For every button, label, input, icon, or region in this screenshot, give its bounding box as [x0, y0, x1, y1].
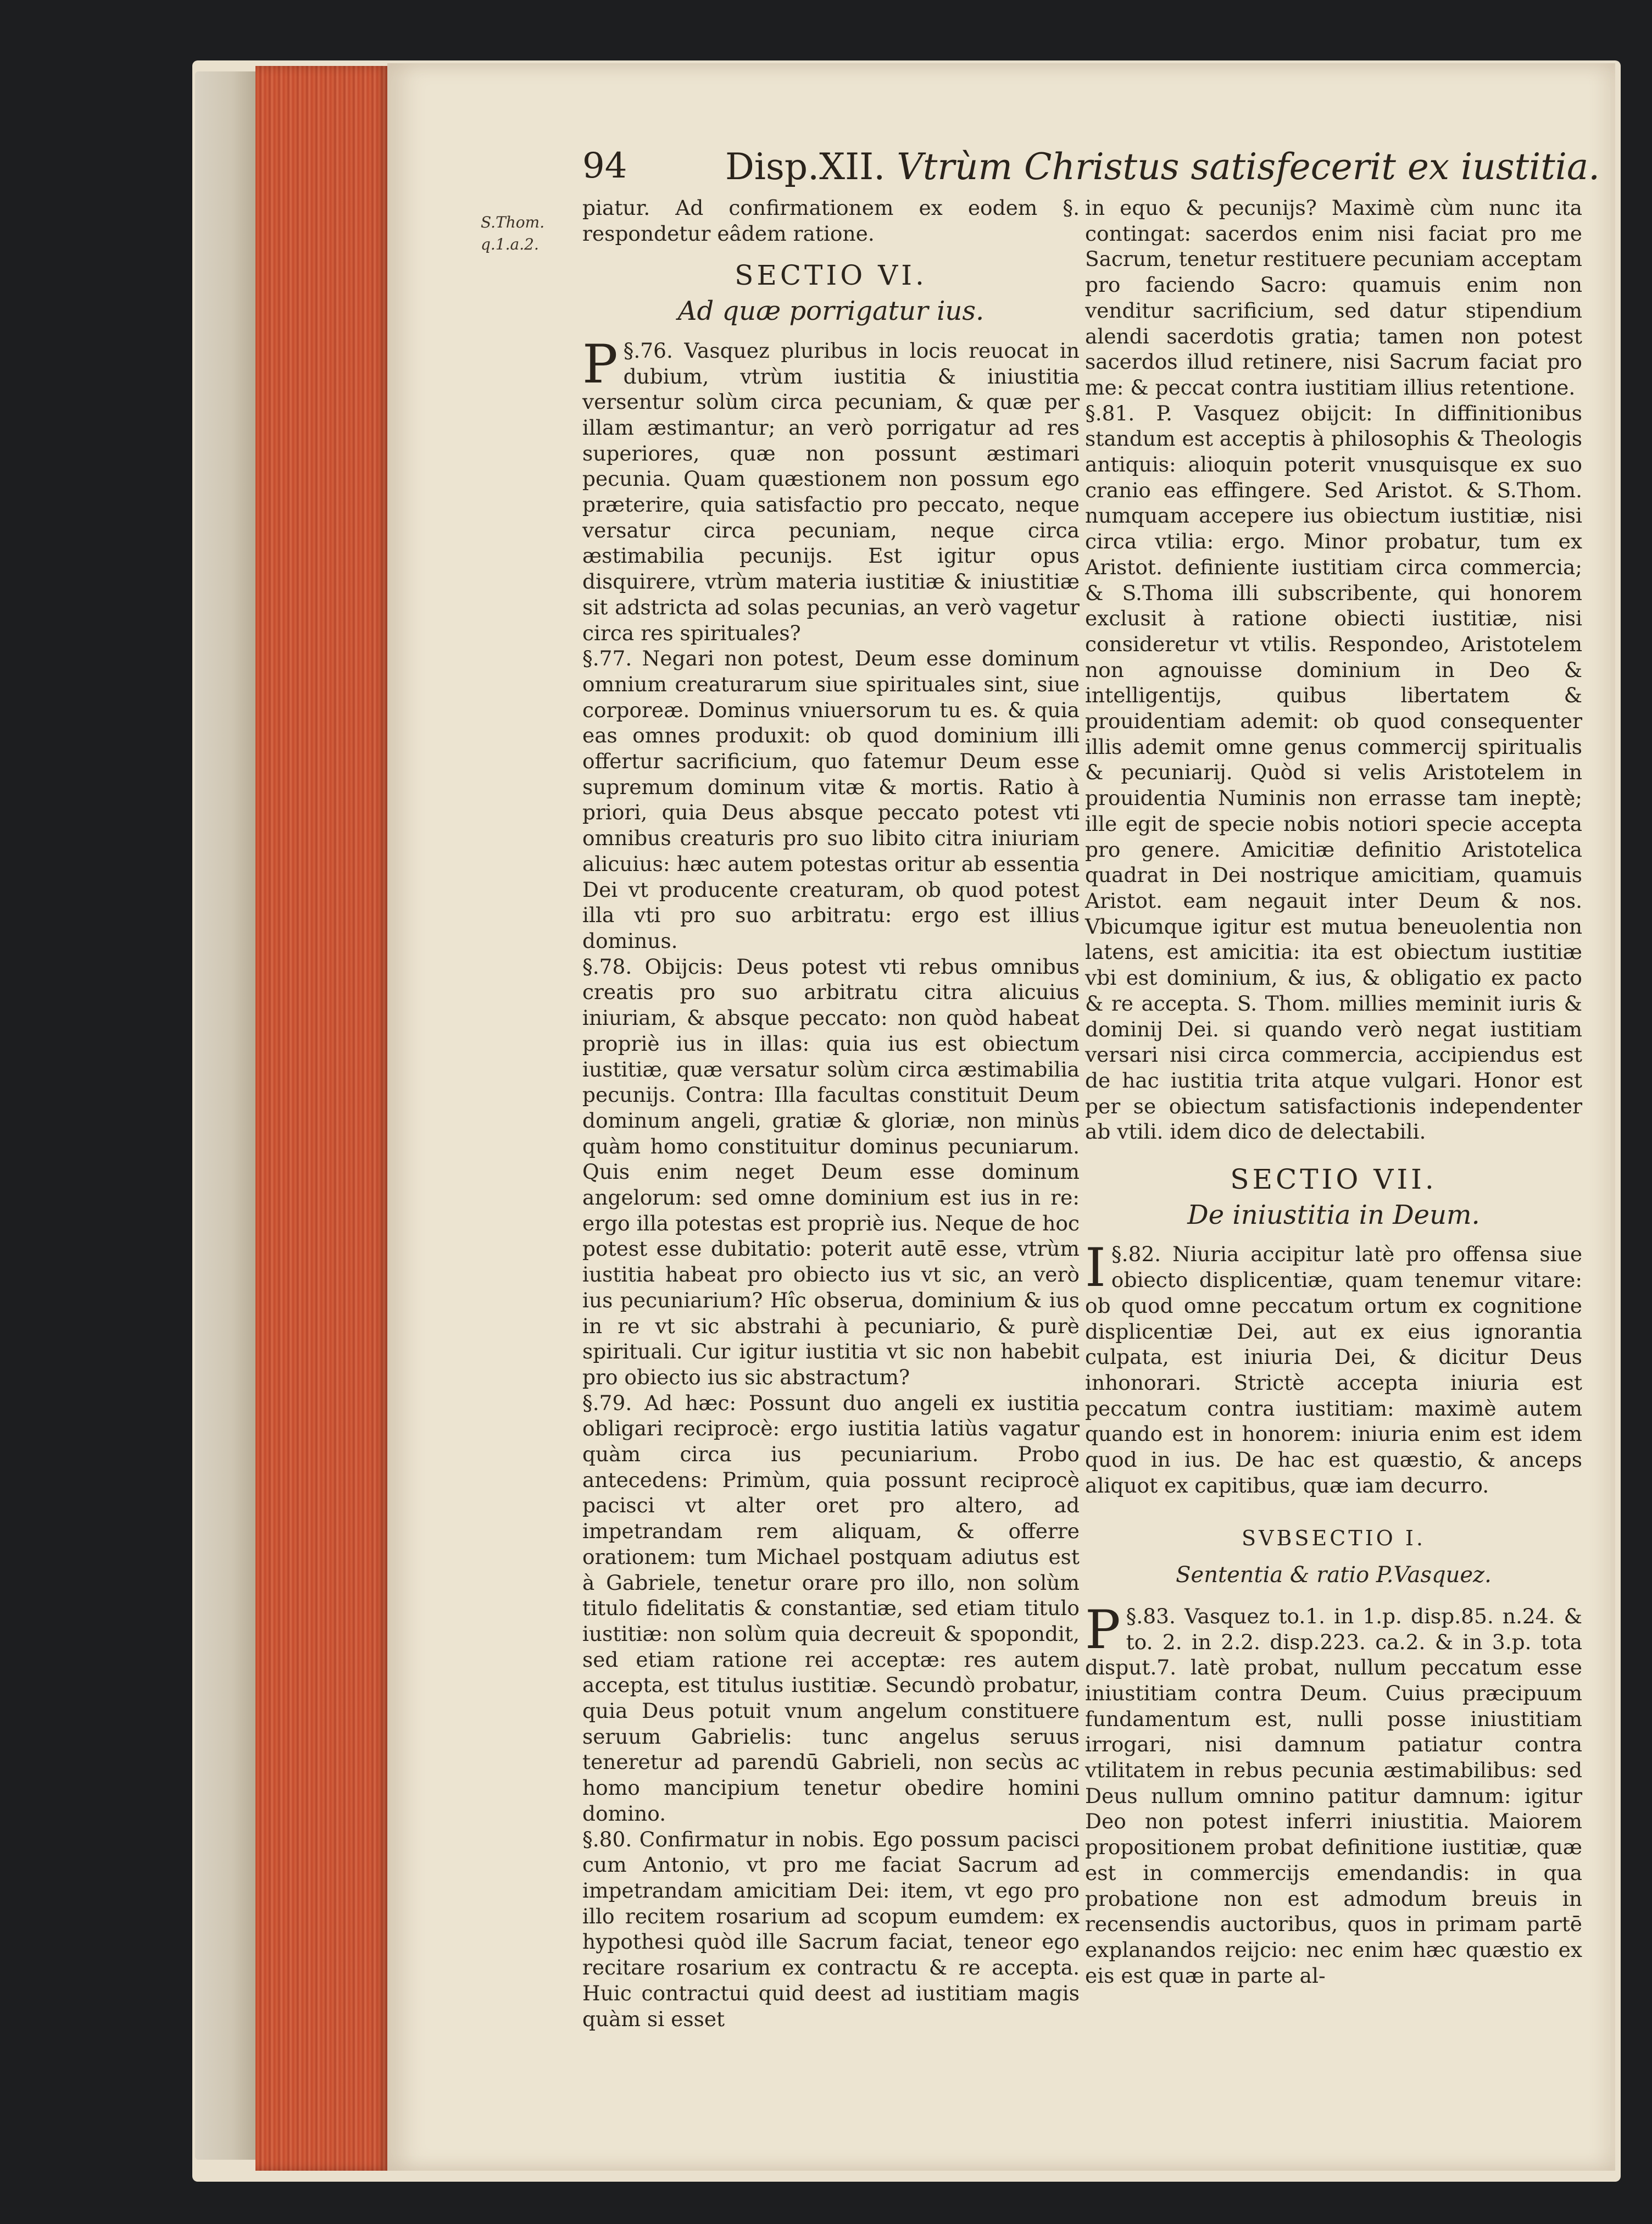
margin-note: S.Thom. q.1.a.2.	[481, 213, 545, 253]
section-title: SECTIO VII.	[1230, 1163, 1437, 1196]
book-edge-red-pages	[255, 66, 390, 2171]
paragraph-78: §.78. Obijcis: Deus potest vti rebus omnibus creatis pro suo arbitratu citra alicuius iniuriam, & absque peccato: non quòd habeat propriè ius in illas: quia ius est obiectum iustitiæ, quæ versatur solùm circa æstimabilia pecunijs. Contra: Illa facultas constituit Deum dominum angeli, gratiæ & gloriæ, non minùs quàm homo constituitur dominus pecuniarum. Quis enim neget Deum esse dominum angelorum: sed omne dominium est ius in re: ergo illa potestas est propriè ius. Neque de hoc potest esse dubitatio: poterit autē esse, vtrùm iustitia habeat pro obiecto ius vt sic, an verò ius pecuniarium? Hîc obserua, dominium & ius in re vt sic abstrahi à pecuniario, & purè spirituali. Cur igitur iustitia vt sic non habebit pro obiecto ius sic abstractum?	[582, 954, 1080, 1389]
paragraph-83	[1085, 1599, 1582, 1989]
running-title-italic: Vtrùm Christus satisfecerit ex iustitia.	[897, 146, 1600, 188]
running-title-prefix: Disp.XII.	[725, 146, 886, 188]
paragraph-text: Niuria accipitur latè pro offensa siue obiecto displicentiæ, quam tenemur vitare: ob quod omne peccatum ortum ex cognitione displicentiæ Dei, aut ex eius ignorantia culpata, est iniuria Dei, & dicitur Deus inhonorari. Strictè accepta iniuria est peccatum contra iustitiam: maximè autem quando est in honorem: iniuria enim est idem quod in ius. De hac est quæstio, & anceps aliquot ex capitibus, quæ iam decurro.	[1085, 1242, 1583, 1498]
paragraph-82	[1085, 1237, 1583, 1498]
section-subtitle: Ad quæ porrigatur ius.	[677, 296, 984, 327]
paragraph-81: §.81. P. Vasquez obijcit: In diffinitionibus standum est acceptis à philosophis & Theologis antiquis: alioquin poterit vnusquisque ex suo cranio eas effingere. Sed Aristot. & S.Thom. numquam accepere ius obiectum iustitiæ, nisi circa vtilia: ergo. Minor probatur, tum ex Aristot. definiente iustitiam circa commercia; & S.Thoma illi subscribente, qui honorem exclusit à ratione obiecti iustitiæ, nisi consideretur vt vtilis. Respondeo, Aristotelem non agnouisse dominium in Deo & intelligentijs, quibus libertatem & prouidentiam ademit: ob quod consequenter illis ademit omne genus commercij spiritualis & pecuniarij. Quòd si velis Aristotelem in prouidentia Numinis non errasse tam ineptè; ille egit de specie nobis notiori specie accepta pro genere. Amicitiæ definitio Aristotelica quadrat in Dei nostrique amicitiam, quamuis Aristot. eam negauit inter Deum & nos. Vbicumque igitur est mutua beneuolentia non latens, est amicitia: ita est obiectum iustitiæ vbi est dominium, & ius, & obligatio ex pacto & re accepta. S. Thom. millies meminit iuris & dominij Dei. si quando verò negat iustitiam versari nisi circa commercia, accipiendus est de hac iustitia trita atque vulgari. Honor est per se obiectum satisfactionis independenter ab vtili. idem dico de delectabili.	[1085, 401, 1582, 1144]
paragraph-number: §.82.	[1111, 1242, 1161, 1267]
paragraph-text: Vasquez to.1. in 1.p. disp.85. n.24. & to. 2. in 2.2. disp.223. ca.2. & in 3.p. tota disput.7. latè probat, nullum peccatum esse iniustitiam contra Deum. Cuius præcipuum fundamentum est, nulli posse iniustitiam irrogari, nisi damnum patiatur contra vtilitatem in rebus pecunia æstimabilibus: sed Deus nullum omnino patitur damnum: igitur Deo non potest inferri iniustitia. Maiorem propositionem probat definitione iustitiæ, quæ est in commercijs emendandis: in qua probatione non est admodum breuis in recensendis auctoribus, quos in primam partē explanandos reijcio: nec enim hæc quæstio ex eis est quæ in parte al-	[1085, 1604, 1582, 1988]
section-title: SECTIO VI.	[735, 259, 927, 292]
paragraph-77: §.77. Negari non potest, Deum esse dominum omnium creaturarum siue spirituales sint, siue corporeæ. Dominus vniuersorum tu es. & quia eas omnes produxit: ob quod dominium illi offertur sacrificium, quo fatemur Deum esse supremum dominum vitæ & mortis. Ratio à priori, quia Deus absque peccato potest vti omnibus creaturis pro suo libito citra iniuriam alicuius: hæc autem potestas oritur ab essentia Dei vt producente creaturam, ob quod potest illa vti pro suo arbitratu: ergo est illius dominus.	[582, 646, 1080, 953]
subsection-title: SVBSECTIO I.	[1242, 1526, 1426, 1551]
drop-cap: P	[582, 333, 618, 395]
paragraph-80-continued: in equo & pecunijs? Maximè cùm nunc ita contingat: sacerdos enim nisi faciat pro me Sacrum, tenetur restituere pecuniam acceptam pro faciendo Sacro: quamuis enim non venditur sacrificium, sed datur stipendium alendi sacerdotis gratia; tamen non potest sacerdos illud retinere, nisi Sacrum faciat pro me: & peccat contra iustitiam illius retentione.	[1085, 196, 1582, 400]
paragraph-text: Vasquez pluribus in locis reuocat in dubium, vtrùm iustitia & iniustitia versentur solùm circa pecuniam, & quæ per illam æstimantur; an verò porrigatur ad res superiores, quæ non possunt æstimari pecunia. Quam quæstionem non possum ego præterire, quia satisfactio pro peccato, neque versatur circa pecuniam, neque circa æstimabilia pecunijs. Est igitur opus disquirere, vtrùm materia iustitiæ & iniustitiæ sit adstricta ad solas pecunias, an verò vagetur circa res spirituales?	[582, 338, 1080, 645]
page-number: 94	[582, 146, 627, 186]
right-column	[1085, 195, 1582, 1988]
section-subtitle: De iniustitia in Deum.	[1187, 1199, 1480, 1230]
running-title	[725, 146, 1600, 188]
left-column	[582, 195, 1080, 2032]
book-edge-outer	[195, 71, 255, 2160]
paragraph-number: §.83.	[1126, 1604, 1176, 1628]
subsection-subtitle: Sententia & ratio P.Vasquez.	[1176, 1562, 1492, 1588]
paragraph-number: §.76.	[623, 338, 673, 363]
paragraph-76	[582, 333, 1080, 646]
intro-paragraph: piatur. Ad confirmationem ex eodem §. respondetur eâdem ratione.	[582, 196, 1080, 246]
paragraph-79: §.79. Ad hæc: Possunt duo angeli ex iustitia obligari reciprocè: ergo iustitia latiùs vagatur quàm circa ius pecuniarium. Probo antecedens: Primùm, quia possunt reciprocè pacisci vt alter oret pro altero, ad impetrandam rem aliquam, & offerre orationem: tum Michael postquam adiutus est à Gabriele, tenetur orare pro illo, non solùm titulo fidelitatis & constantiæ, sed etiam titulo iustitiæ: non solùm quia decreuit & spopondit, sed etiam ratione rei acceptæ: res autem accepta, est titulus iustitiæ. Secundò probatur, quia Deus potuit vnum angelum constituere seruum Gabrielis: tunc angelus seruus teneretur ad parendū Gabrieli, non secùs ac homo mancipium tenetur obedire homini domino.	[582, 1390, 1080, 1826]
drop-cap: I	[1085, 1237, 1106, 1299]
drop-cap: P	[1085, 1599, 1121, 1661]
paragraph-80: §.80. Confirmatur in nobis. Ego possum pacisci cum Antonio, vt pro me faciat Sacrum ad impetrandam amicitiam Dei: item, vt ego pro illo recitem rosarium ad scopum eumdem: ex hypothesi quòd ille Sacrum faciat, teneor ego recitare rosarium ex contractu & re accepta. Huic contractui quid deest ad iustitiam magis quàm si esset	[582, 1827, 1080, 2031]
